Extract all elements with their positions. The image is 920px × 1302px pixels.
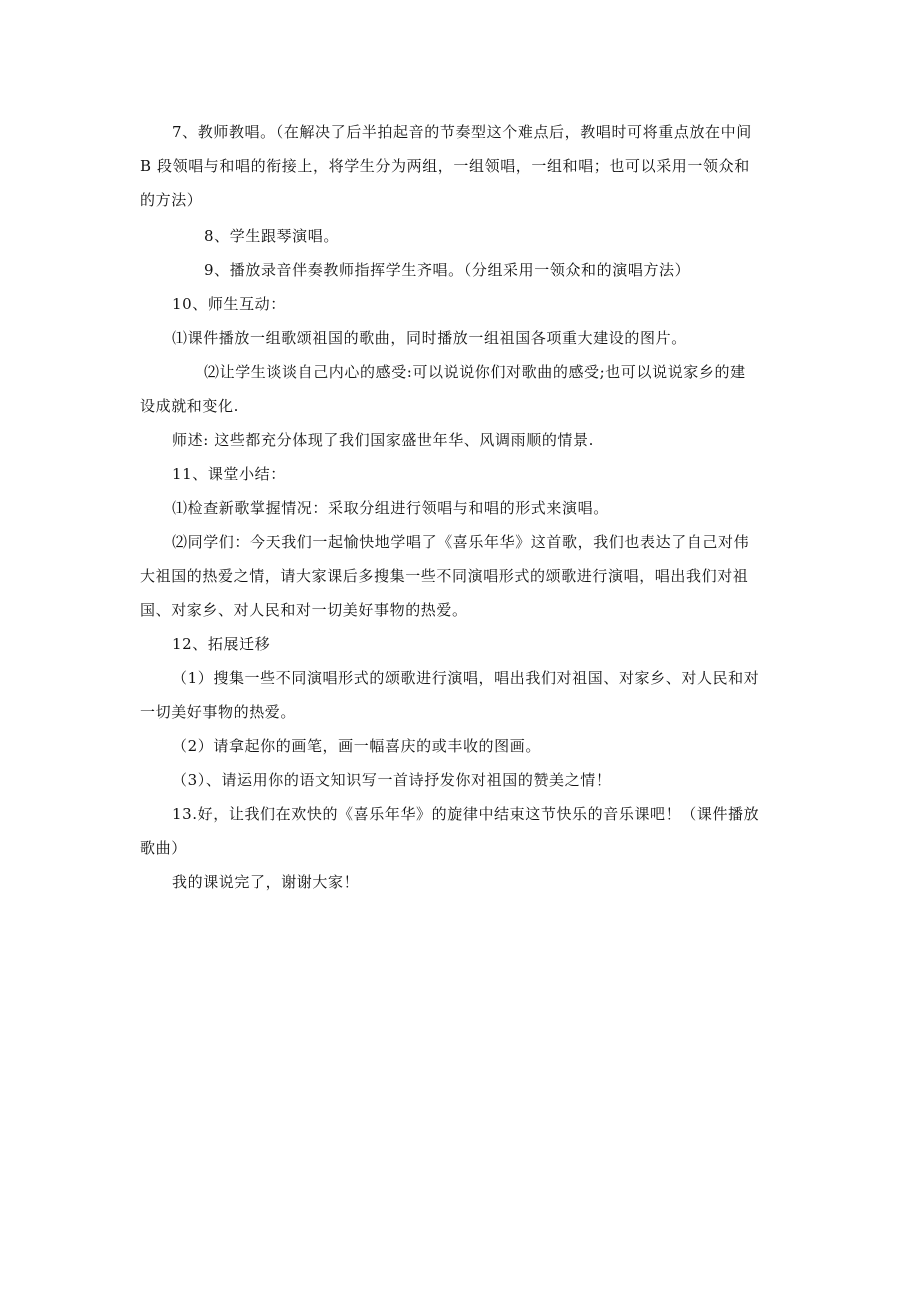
paragraph-7-line-2: B 段领唱与和唱的衔接上，将学生分为两组，一组领唱，一组和唱；也可以采用一领众和 xyxy=(140,157,750,175)
paragraph-11-heading: 11、课堂小结： xyxy=(172,465,286,483)
paragraph-10-item-2-line-1: ⑵让学生谈谈自己内心的感受:可以说说你们对歌曲的感受;也可以说说家乡的建 xyxy=(204,363,746,381)
paragraph-7-line-3: 的方法） xyxy=(140,191,203,209)
paragraph-12-item-3: （3）、请运用你的语文知识写一首诗抒发你对祖国的赞美之情！ xyxy=(172,771,612,789)
paragraph-10-heading: 10、师生互动： xyxy=(172,295,286,313)
paragraph-10-item-2-line-2: 设成就和变化. xyxy=(140,397,239,415)
paragraph-11-item-2-line-2: 大祖国的热爱之情，请大家课后多搜集一些不同演唱形式的颂歌进行演唱，唱出我们对祖 xyxy=(140,567,749,585)
paragraph-13-line-1: 13.好，让我们在欢快的《喜乐年华》的旋律中结束这节快乐的音乐课吧！（课件播放 xyxy=(172,805,760,823)
paragraph-12-item-1-line-2: 一切美好事物的热爱。 xyxy=(140,703,297,721)
paragraph-11-item-1: ⑴检查新歌掌握情况：采取分组进行领唱与和唱的形式来演唱。 xyxy=(172,499,609,517)
teacher-statement: 师述: 这些都充分体现了我们国家盛世年华、风调雨顺的情景. xyxy=(172,431,594,449)
paragraph-13-line-2: 歌曲） xyxy=(140,839,187,857)
paragraph-12-item-1-line-1: （1）搜集一些不同演唱形式的颂歌进行演唱，唱出我们对祖国、对家乡、对人民和对 xyxy=(172,669,760,687)
paragraph-11-item-2-line-1: ⑵同学们：今天我们一起愉快地学唱了《喜乐年华》这首歌，我们也表达了自己对伟 xyxy=(172,533,750,551)
paragraph-8: 8、学生跟琴演唱。 xyxy=(204,227,339,245)
closing-line: 我的课说完了，谢谢大家！ xyxy=(172,873,360,891)
paragraph-11-item-2-line-3: 国、对家乡、对人民和对一切美好事物的热爱。 xyxy=(140,601,468,619)
paragraph-7-line-1: 7、教师教唱。（在解决了后半拍起音的节奏型这个难点后，教唱时可将重点放在中间 xyxy=(172,123,752,141)
paragraph-12-heading: 12、拓展迁移 xyxy=(172,635,271,653)
paragraph-9: 9、播放录音伴奏教师指挥学生齐唱。（分组采用一领众和的演唱方法） xyxy=(204,261,691,279)
paragraph-10-item-1: ⑴课件播放一组歌颂祖国的歌曲，同时播放一组祖国各项重大建设的图片。 xyxy=(172,329,687,347)
paragraph-12-item-2: （2）请拿起你的画笔，画一幅喜庆的或丰收的图画。 xyxy=(172,737,541,755)
